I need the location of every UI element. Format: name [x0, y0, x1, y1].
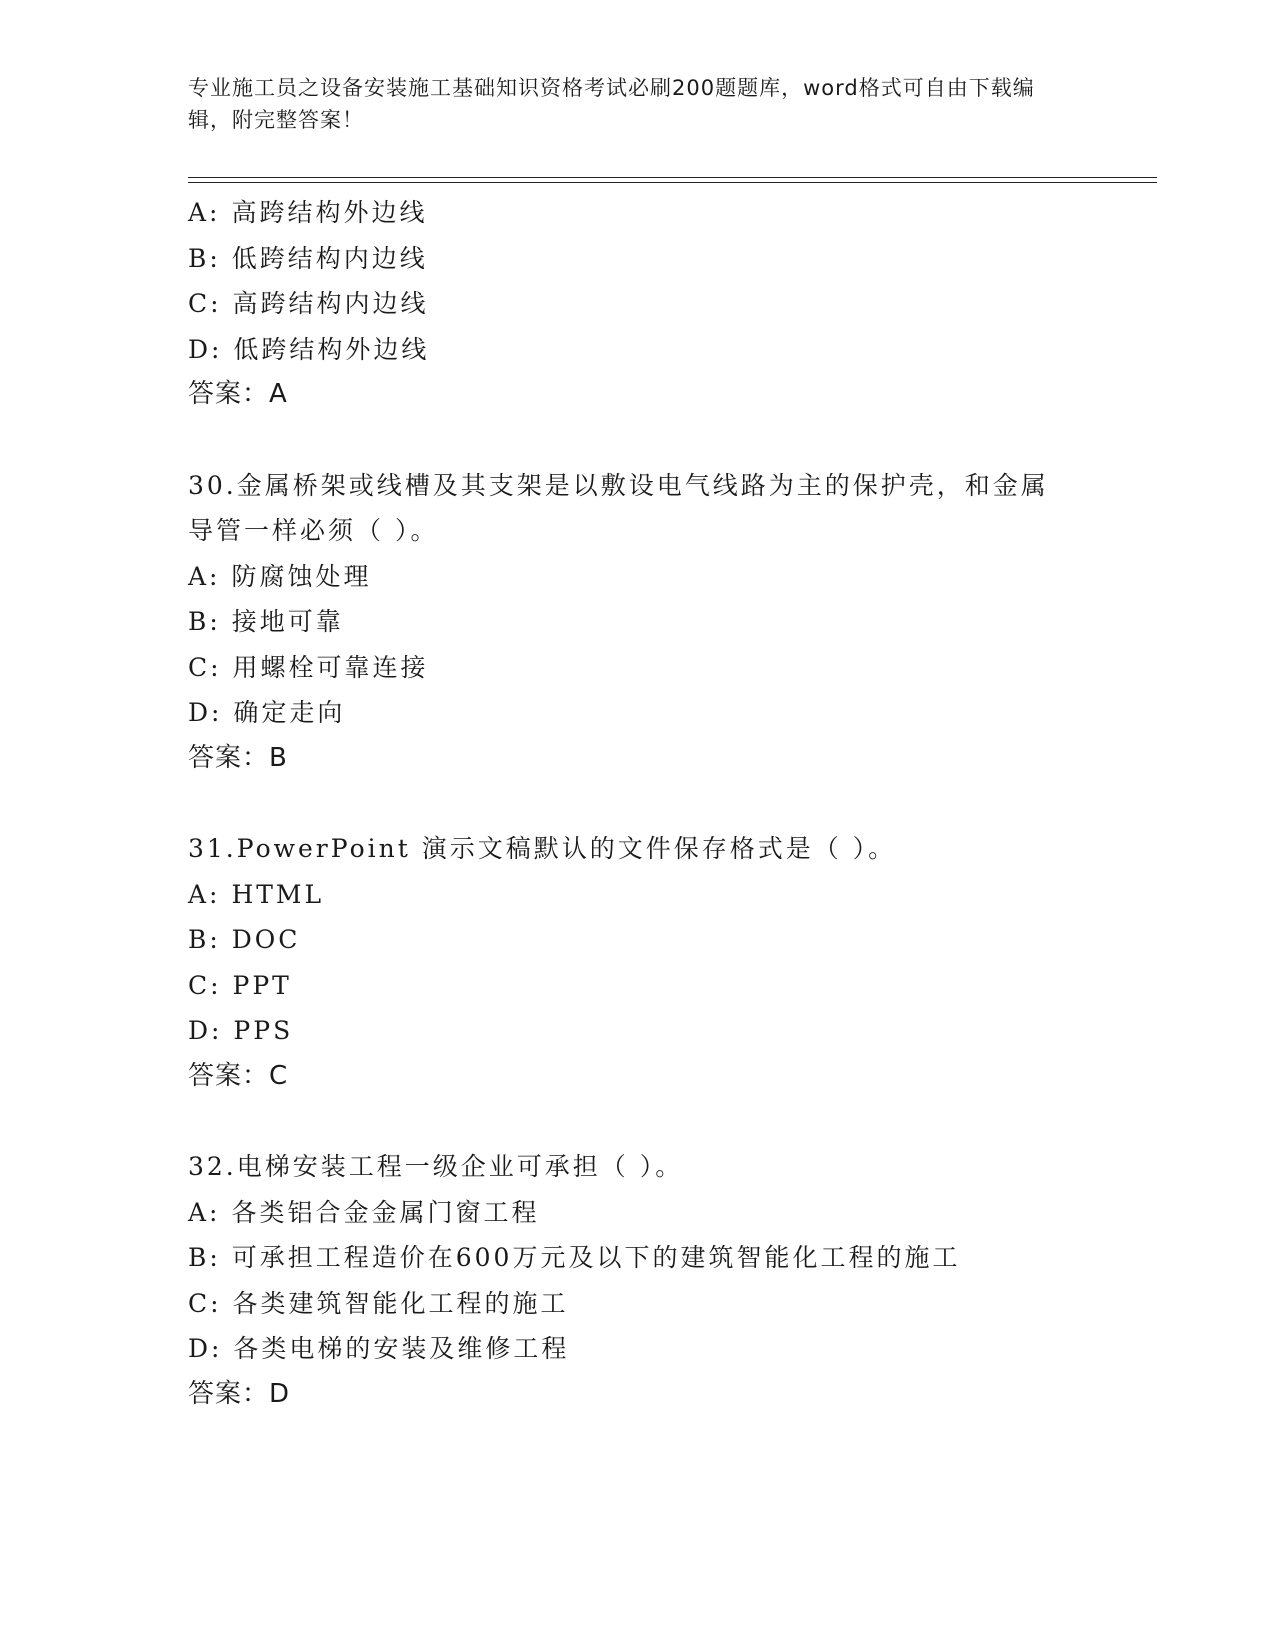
document-header: 专业施工员之设备安装施工基础知识资格考试必刷200题题库，word格式可自由下载编辑，附完整答案！: [188, 76, 1035, 132]
option-a: A: 防腐蚀处理: [188, 561, 372, 591]
option-a: A: HTML: [188, 879, 325, 909]
option-b: B: 低跨结构内边线: [188, 243, 428, 273]
question-stem: 32.电梯安装工程一级企业可承担（ ）。: [188, 1152, 684, 1181]
question-29-partial: [188, 190, 1088, 418]
option-b: B: DOC: [188, 925, 301, 954]
question-32: [188, 1144, 1088, 1417]
option-c: C: 高跨结构内边线: [188, 289, 429, 318]
option-c: C: 各类建筑智能化工程的施工: [188, 1288, 569, 1318]
option-b: B: 可承担工程造价在600万元及以下的建筑智能化工程的施工: [188, 1243, 961, 1272]
question-stem-cont: 导管一样必须（ ）。: [188, 516, 439, 545]
answer-line: 答案：A: [188, 379, 288, 409]
option-d: D: 各类电梯的安装及维修工程: [188, 1334, 570, 1363]
answer-line: 答案：D: [188, 1378, 291, 1409]
option-a: A: 高跨结构外边线: [188, 198, 428, 227]
option-b: B: 接地可靠: [188, 607, 344, 636]
question-stem: 31.PowerPoint 演示文稿默认的文件保存格式是（ ）。: [188, 834, 897, 863]
question-stem: 30.金属桥架或线槽及其支架是以敷设电气线路为主的保护壳，和金属: [188, 470, 1049, 500]
question-30: [188, 463, 1088, 782]
option-d: D: PPS: [188, 1016, 294, 1045]
header-rule-top: [188, 177, 1157, 178]
option-d: D: 确定走向: [188, 698, 346, 727]
option-d: D: 低跨结构外边线: [188, 334, 430, 364]
answer-line: 答案：C: [188, 1060, 289, 1091]
header-rule-bottom: [188, 182, 1157, 183]
question-list: [188, 190, 1088, 1417]
option-c: C: PPT: [188, 970, 292, 1000]
answer-line: 答案：B: [188, 742, 288, 773]
option-c: C: 用螺栓可靠连接: [188, 652, 429, 682]
question-31: [188, 826, 1088, 1099]
option-a: A: 各类铝合金金属门窗工程: [188, 1197, 540, 1227]
